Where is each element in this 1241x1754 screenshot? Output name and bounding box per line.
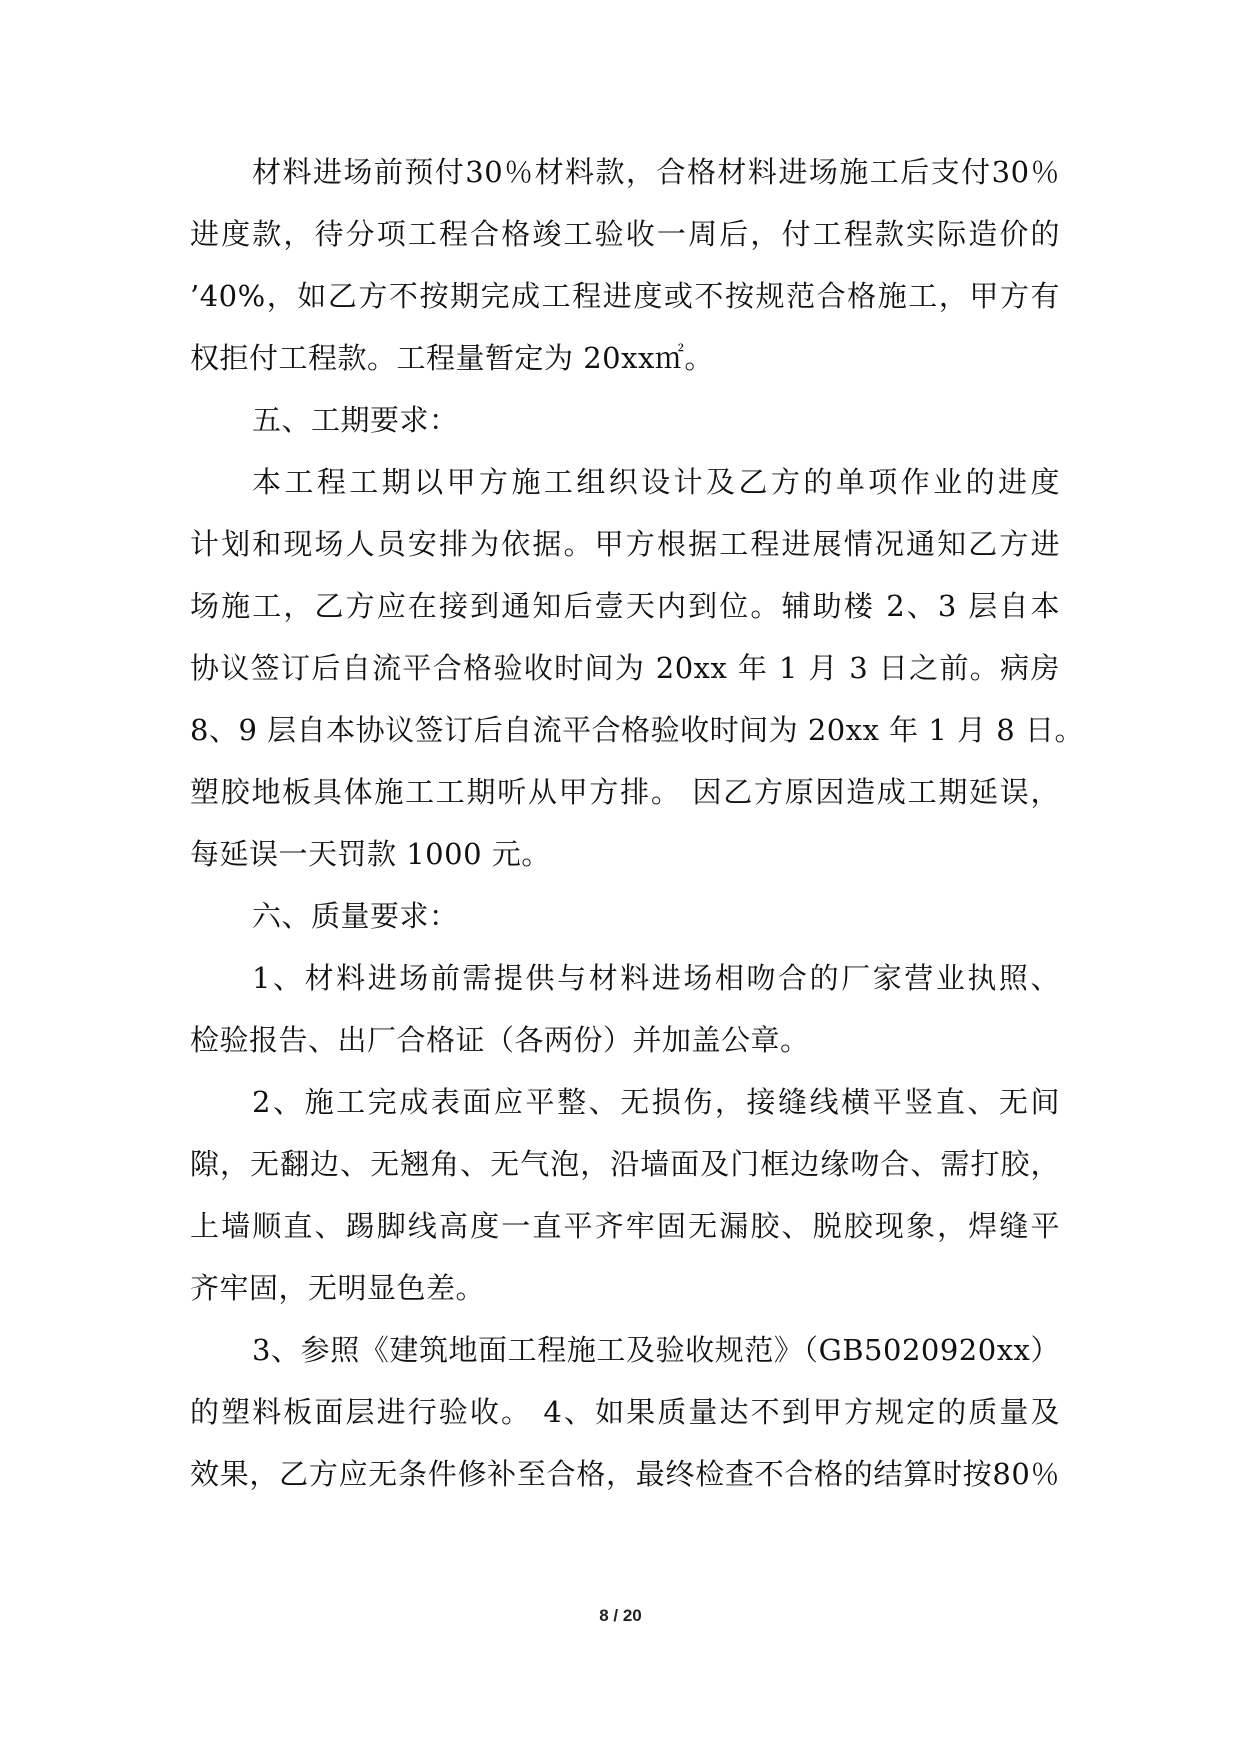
text-line: 3、参照《建筑地面工程施工及验收规范》（GB5020920xx） [252,1333,1060,1367]
text-line: 的塑料板面层进行验收。 4、如果质量达不到甲方规定的质量及 [190,1395,1060,1429]
text-line: 计划和现场人员安排为依据。甲方根据工程进展情况通知乙方进 [190,527,1060,561]
text-line: 上墙顺直、踢脚线高度一直平齐牢固无漏胶、脱胶现象，焊缝平 [190,1209,1060,1243]
text-line: 隙，无翻边、无翘角、无气泡，沿墙面及门框边缘吻合、需打胶， [190,1147,1060,1181]
text-line: 齐牢固，无明显色差。 [190,1271,486,1305]
text-line: 效果，乙方应无条件修补至合格，最终检查不合格的结算时按80％ [190,1457,1060,1491]
section-heading: 六、质量要求： [252,899,459,933]
text-line: 检验报告、出厂合格证（各两份）并加盖公章。 [190,1023,810,1057]
text-line: 进度款，待分项工程合格竣工验收一周后，付工程款实际造价的 [190,217,1060,251]
text-line: 协议签订后自流平合格验收时间为 20xx 年 1 月 3 日之前。病房 [190,651,1060,685]
page-number: 8 / 20 [599,1606,642,1625]
text-line: 8、9 层自本协议签订后自流平合格验收时间为 20xx 年 1 月 8 日。 [190,713,1084,747]
text-line: 场施工，乙方应在接到通知后壹天内到位。辅助楼 2、3 层自本 [190,589,1060,623]
text-line: 1、材料进场前需提供与材料进场相吻合的厂家营业执照、 [252,961,1060,995]
text-line: ’40%，如乙方不按期完成工程进度或不按规范合格施工，甲方有 [190,279,1060,313]
text-line: 材料进场前预付30％材料款，合格材料进场施工后支付30％ [252,155,1060,189]
section-heading: 五、工期要求： [252,403,459,437]
text-line: 2、施工完成表面应平整、无损伤，接缝线横平竖直、无间 [252,1085,1060,1119]
text-line: 权拒付工程款。工程量暂定为 20xx㎡。 [190,341,714,375]
text-line: 本工程工期以甲方施工组织设计及乙方的单项作业的进度 [252,465,1060,499]
text-line: 塑胶地板具体施工工期听从甲方排。 因乙方原因造成工期延误， [190,775,1060,809]
text-line: 每延误一天罚款 1000 元。 [190,837,551,871]
